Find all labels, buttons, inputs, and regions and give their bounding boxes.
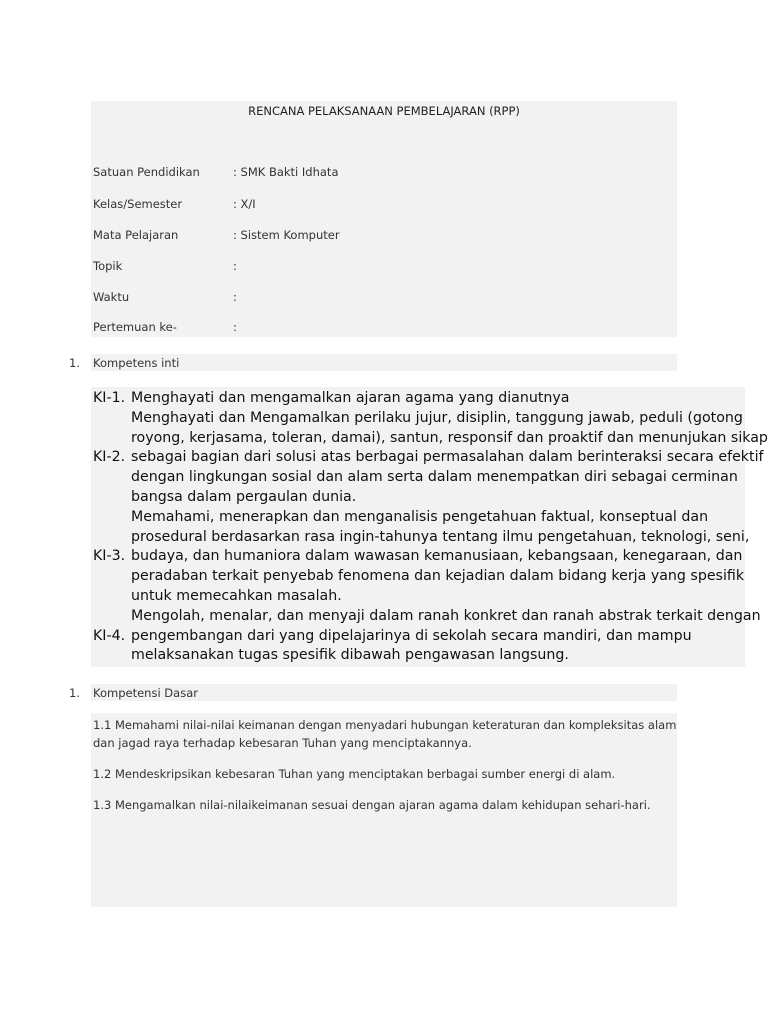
ki-2-text [131,409,768,507]
identity-value-satuan: : SMK Bakti Idhata [233,165,339,179]
kd-item-2 [93,765,615,783]
ki-4-line: Mengolah, menalar, dan menyaji dalam ranah konkret dan ranah abstrak terkait dengan [131,608,761,624]
identity-label-pertemuan: Pertemuan ke- [93,320,177,334]
ki-4-code: KI-4. [93,628,126,644]
ki-1-code: KI-1. [93,390,126,406]
ki-2-line: royong, kerjasama, toleran, damai), santun, responsif dan proaktif dan menunjukan sikap [131,429,768,446]
ki-3-code: KI-3. [93,548,126,564]
identity-value-pertemuan: : [233,320,237,334]
identity-label-mapel: Mata Pelajaran [93,228,179,242]
document-title: RENCANA PELAKSANAAN PEMBELAJARAN (RPP) [248,104,520,118]
identity-label-topik: Topik [93,259,123,273]
identity-value-topik: : [233,259,237,273]
identity-label-waktu: Waktu [93,290,130,304]
kd-item-1 [93,716,676,752]
ki-4-line: melaksanakan tugas spesifik dibawah pengawasan langsung. [131,647,569,664]
ki-3-line: untuk memecahkan masalah. [131,587,342,604]
ki-2-line: dengan lingkungan sosial dan alam serta dalam menempatkan diri sebagai cerminan [131,469,738,486]
identity-value-mapel: : Sistem Komputer [233,228,340,242]
kd-item-line: 1.1 Memahami nilai-nilai keimanan dengan menyadari hubungan keteraturan dan kompleksitas alam [93,718,677,732]
ki-2-code: KI-2. [93,449,126,465]
ki-2-line: bangsa dalam pergaulan dunia. [131,488,357,505]
ki-section-number: 1. [69,356,80,370]
identity-label-kelas: Kelas/Semester [93,197,183,211]
kd-item-line: 1.2 Mendeskripsikan kebesaran Tuhan yang menciptakan berbagai sumber energi di alam. [93,767,616,781]
ki-3-text [131,508,749,606]
kd-section-number: 1. [69,686,80,700]
identity-section [91,101,677,337]
ki-3-line: prosedural berdasarkan rasa ingin-tahunya tentang ilmu pengetahuan, teknologi, seni, [131,528,750,545]
ki-4-text [131,607,761,666]
identity-value-kelas: : X/I [233,197,256,211]
ki-3-line: Memahami, menerapkan dan menganalisis pengetahuan faktual, konseptual dan [131,509,709,525]
ki-3-line: peradaban terkait penyebab fenomena dan kejadian dalam bidang kerja yang spesifik [131,568,745,585]
ki-1-text [131,389,569,409]
ki-section-heading: Kompetens inti [93,356,180,370]
ki-1-line: Menghayati dan mengamalkan ajaran agama yang dianutnya [131,390,570,406]
identity-label-satuan: Satuan Pendidikan [93,165,200,179]
ki-2-line: Menghayati dan Mengamalkan perilaku jujur, disiplin, tanggung jawab, peduli (gotong [131,410,743,426]
kd-item-line: dan jagad raya terhadap kebesaran Tuhan yang menciptakannya. [93,736,472,750]
kd-item-line: 1.3 Mengamalkan nilai-nilaikeimanan sesuai dengan ajaran agama dalam kehidupan sehari-hari. [93,798,651,812]
kd-item-3 [93,796,651,814]
identity-value-waktu: : [233,290,237,304]
ki-3-line: budaya, dan humaniora dalam wawasan kemanusiaan, kebangsaan, kenegaraan, dan [131,548,743,565]
ki-2-line: sebagai bagian dari solusi atas berbagai permasalahan dalam berinteraksi secara efektif [131,449,764,466]
kd-section-heading: Kompetensi Dasar [93,686,198,700]
ki-4-line: pengembangan dari yang dipelajarinya di sekolah secara mandiri, dan mampu [131,627,692,644]
